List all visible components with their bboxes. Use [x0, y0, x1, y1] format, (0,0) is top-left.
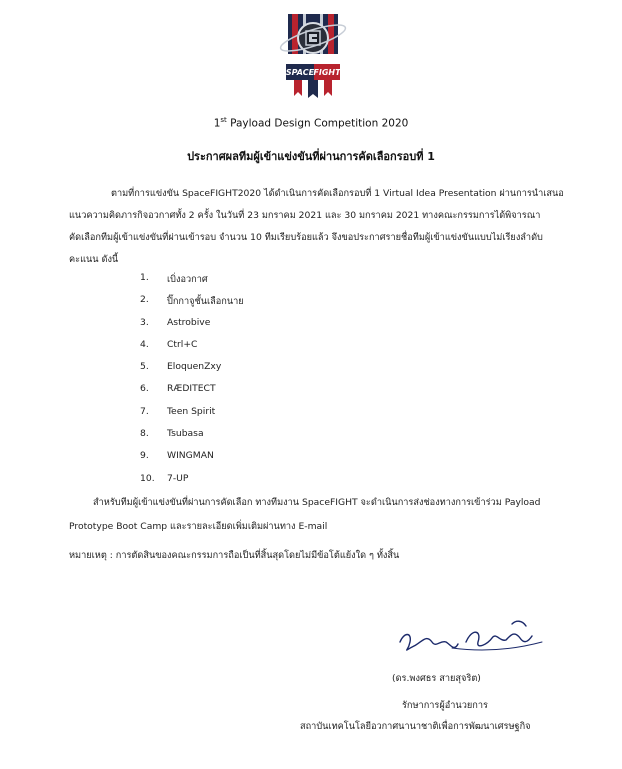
team-name: Astrobive: [167, 316, 211, 328]
handwritten-signature: [392, 612, 552, 662]
list-item: [140, 339, 440, 361]
followup-paragraph: [69, 491, 569, 539]
intro-paragraph: [69, 183, 564, 271]
signatory-name: (ดร.พงศธร สายสุจริต): [392, 673, 481, 684]
list-item-number: 1.: [140, 272, 149, 283]
list-item: [140, 272, 440, 294]
team-name: 7-UP: [167, 472, 189, 484]
qualified-teams-list: [140, 272, 440, 495]
title-text: Payload Design Competition 2020: [226, 117, 409, 130]
list-item-number: 10.: [140, 472, 155, 484]
signatory-position: รักษาการผู้อำนวยการ: [402, 700, 488, 711]
list-item-number: 7.: [140, 405, 149, 417]
svg-text:FIGHT: FIGHT: [313, 68, 341, 77]
announcement-heading: ประกาศผลทีมผู้เข้าแข่งขันที่ผ่านการคัดเลือกรอบที่ 1: [187, 150, 435, 163]
signature-graphic: [392, 612, 552, 662]
list-item-number: 9.: [140, 450, 149, 462]
team-name: Tsubasa: [167, 428, 204, 440]
followup-line: Prototype Boot Camp และรายละเอียดเพิ่มเติมผ่านทาง E-mail: [69, 521, 328, 532]
team-name: Teen Spirit: [167, 405, 216, 417]
list-item-number: 5.: [140, 361, 149, 373]
team-name: ปิ๊กกาจูชั้นเลือกนาย: [167, 296, 244, 308]
list-item-number: 2.: [140, 294, 149, 306]
list-item: [140, 317, 440, 339]
list-item-number: 3.: [140, 316, 149, 328]
intro-line: คัดเลือกทีมผู้เข้าแข่งขันที่ผ่านเข้ารอบ จำนวน 10 ทีมเรียบร้อยแล้ว จึงขอประกาศรายชื่อทีมผู้เข้าแข่งขันแบบไม่เรียงลำดับ: [69, 232, 543, 243]
team-name: เบิ่งอวกาศ: [167, 274, 208, 285]
page-title: [0, 116, 622, 130]
spacefight-logo: [272, 8, 354, 100]
list-item: [140, 450, 440, 472]
followup-line: สำหรับทีมผู้เข้าแข่งขันที่ผ่านการคัดเลือก ทางทีมงาน SpaceFIGHT จะดำเนินการส่งช่องทางการเข้าร่วม Payload: [93, 497, 541, 508]
list-item: [140, 383, 440, 405]
list-item-number: 4.: [140, 338, 149, 350]
intro-line: ตามที่การแข่งขัน SpaceFIGHT2020 ได้ดำเนินการคัดเลือกรอบที่ 1 Virtual Idea Presentation ผ่านการนำเสนอ: [111, 188, 564, 199]
team-name: RÆDITECT: [167, 383, 216, 395]
spacefight-logo-graphic: [272, 8, 354, 100]
title-ordinal-suffix: st: [220, 116, 227, 124]
team-name: EloquenZxy: [167, 361, 222, 373]
list-item-number: 8.: [140, 428, 149, 440]
team-name: Ctrl+C: [167, 338, 198, 350]
list-item: [140, 406, 440, 428]
intro-line: คะแนน ดังนี้: [69, 254, 119, 265]
remark-note: หมายเหตุ : การตัดสินของคณะกรรมการถือเป็นที่สิ้นสุดโดยไม่มีข้อโต้แย้งใด ๆ ทั้งสิ้น: [69, 550, 400, 561]
list-item-number: 6.: [140, 383, 149, 395]
list-item: [140, 294, 440, 316]
intro-line: แนวความคิดภารกิจอวกาศทั้ง 2 ครั้ง ในวันที่ 23 มกราคม 2021 และ 30 มกราคม 2021 ทางคณะกรรมการได้พิจารณา: [69, 210, 541, 221]
svg-text:SPACE: SPACE: [285, 68, 315, 77]
list-item: [140, 361, 440, 383]
list-item: [140, 428, 440, 450]
signatory-organization: สถาบันเทคโนโลยีอวกาศนานาชาติเพื่อการพัฒนาเศรษฐกิจ: [300, 721, 531, 732]
title-ordinal-number: 1: [213, 117, 221, 130]
team-name: WINGMAN: [167, 450, 214, 462]
